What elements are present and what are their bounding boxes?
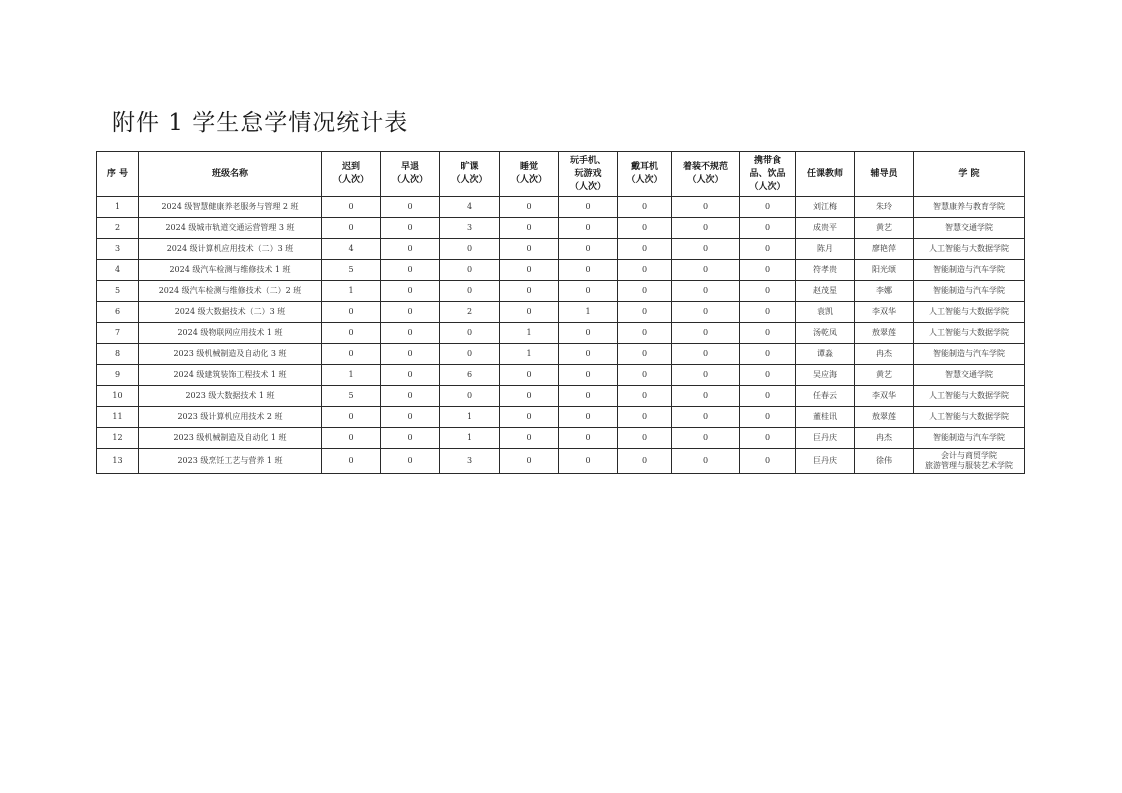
cell-leave-early: 0	[381, 218, 440, 239]
cell-earphones: 0	[618, 386, 672, 407]
cell-phone-games: 0	[559, 260, 618, 281]
cell-sleeping: 1	[500, 323, 559, 344]
cell-class-name: 2024 级智慧健康养老服务与管理 2 班	[139, 197, 322, 218]
header-truancy-line: （人次）	[451, 175, 488, 185]
cell-college: 智能制造与汽车学院	[914, 344, 1025, 365]
cell-late: 0	[322, 197, 381, 218]
cell-earphones: 0	[618, 302, 672, 323]
cell-food-drink: 0	[740, 197, 796, 218]
header-index	[97, 152, 139, 197]
header-dress-code-line: （人次）	[687, 175, 724, 185]
cell-truancy: 2	[440, 302, 500, 323]
cell-earphones: 0	[618, 239, 672, 260]
cell-truancy: 0	[440, 386, 500, 407]
cell-late: 5	[322, 260, 381, 281]
cell-teacher: 赵茂星	[796, 281, 855, 302]
cell-leave-early: 0	[381, 365, 440, 386]
cell-leave-early: 0	[381, 323, 440, 344]
cell-truancy: 0	[440, 323, 500, 344]
cell-truancy: 4	[440, 197, 500, 218]
cell-truancy: 3	[440, 218, 500, 239]
cell-phone-games: 0	[559, 197, 618, 218]
table-row	[97, 323, 1025, 344]
cell-class-name: 2023 级机械制造及自动化 1 班	[139, 428, 322, 449]
cell-dress-code: 0	[672, 365, 740, 386]
cell-earphones: 0	[618, 323, 672, 344]
header-truancy	[440, 152, 500, 197]
cell-late: 0	[322, 323, 381, 344]
header-late-line: 迟到	[341, 162, 360, 172]
cell-phone-games: 0	[559, 407, 618, 428]
cell-earphones: 0	[618, 428, 672, 449]
cell-college: 人工智能与大数据学院	[914, 386, 1025, 407]
table-row	[97, 386, 1025, 407]
header-phone-games-line: 玩游戏	[574, 168, 602, 179]
cell-sleeping: 0	[500, 386, 559, 407]
cell-phone-games: 0	[559, 386, 618, 407]
cell-phone-games: 0	[559, 323, 618, 344]
cell-food-drink: 0	[740, 449, 796, 474]
header-teacher	[796, 152, 855, 197]
cell-teacher: 袁凯	[796, 302, 855, 323]
cell-index: 9	[97, 365, 139, 386]
cell-late: 0	[322, 449, 381, 474]
cell-index: 6	[97, 302, 139, 323]
cell-class-name: 2023 级大数据技术 1 班	[139, 386, 322, 407]
cell-sleeping: 0	[500, 428, 559, 449]
header-sleeping-line: （人次）	[510, 175, 547, 185]
cell-late: 4	[322, 239, 381, 260]
table-body	[97, 197, 1025, 474]
cell-phone-games: 0	[559, 365, 618, 386]
cell-class-name: 2024 级大数据技术（二）3 班	[139, 302, 322, 323]
cell-teacher: 陈月	[796, 239, 855, 260]
cell-leave-early: 0	[381, 302, 440, 323]
cell-leave-early: 0	[381, 197, 440, 218]
cell-index: 12	[97, 428, 139, 449]
cell-index: 5	[97, 281, 139, 302]
cell-counselor: 敖翠莲	[855, 407, 914, 428]
cell-sleeping: 0	[500, 365, 559, 386]
header-phone-games-line: 玩手机、	[569, 155, 606, 166]
cell-food-drink: 0	[740, 407, 796, 428]
cell-leave-early: 0	[381, 281, 440, 302]
cell-leave-early: 0	[381, 386, 440, 407]
header-teacher-line: 任课教师	[806, 168, 843, 179]
cell-food-drink: 0	[740, 428, 796, 449]
table-row	[97, 407, 1025, 428]
cell-sleeping: 0	[500, 260, 559, 281]
table-row	[97, 218, 1025, 239]
cell-class-name: 2023 级计算机应用技术 2 班	[139, 407, 322, 428]
cell-class-name: 2023 级机械制造及自动化 3 班	[139, 344, 322, 365]
cell-earphones: 0	[618, 344, 672, 365]
cell-dress-code: 0	[672, 239, 740, 260]
cell-truancy: 3	[440, 449, 500, 474]
cell-index: 10	[97, 386, 139, 407]
cell-earphones: 0	[618, 281, 672, 302]
cell-sleeping: 0	[500, 449, 559, 474]
cell-food-drink: 0	[740, 281, 796, 302]
cell-index: 7	[97, 323, 139, 344]
cell-food-drink: 0	[740, 218, 796, 239]
cell-class-name: 2024 级城市轨道交通运营管理 3 班	[139, 218, 322, 239]
cell-index: 13	[97, 449, 139, 474]
cell-teacher: 吴应海	[796, 365, 855, 386]
document-title: 附件 1 学生怠学情况统计表	[112, 110, 409, 136]
cell-leave-early: 0	[381, 239, 440, 260]
cell-earphones: 0	[618, 218, 672, 239]
header-college-line: 学 院	[958, 168, 980, 179]
cell-class-name: 2023 级烹饪工艺与营养 1 班	[139, 449, 322, 474]
header-counselor-line: 辅导员	[870, 168, 898, 179]
cell-college: 智能制造与汽车学院	[914, 428, 1025, 449]
cell-counselor: 敖翠莲	[855, 323, 914, 344]
header-class-name	[139, 152, 322, 197]
cell-counselor: 徐伟	[855, 449, 914, 474]
cell-earphones: 0	[618, 260, 672, 281]
cell-teacher: 巨丹庆	[796, 428, 855, 449]
cell-sleeping: 0	[500, 281, 559, 302]
cell-college: 人工智能与大数据学院	[914, 239, 1025, 260]
cell-dress-code: 0	[672, 407, 740, 428]
cell-phone-games: 0	[559, 344, 618, 365]
cell-phone-games: 0	[559, 428, 618, 449]
cell-counselor: 冉杰	[855, 344, 914, 365]
cell-teacher: 任春云	[796, 386, 855, 407]
cell-dress-code: 0	[672, 428, 740, 449]
cell-dress-code: 0	[672, 449, 740, 474]
cell-late: 0	[322, 344, 381, 365]
header-index-line: 序 号	[106, 168, 129, 179]
cell-index: 4	[97, 260, 139, 281]
cell-truancy: 0	[440, 260, 500, 281]
header-class-name-line: 班级名称	[211, 168, 248, 179]
header-college	[914, 152, 1025, 197]
cell-dress-code: 0	[672, 302, 740, 323]
cell-college: 智慧康养与教育学院	[914, 197, 1025, 218]
cell-teacher: 符孝贵	[796, 260, 855, 281]
cell-earphones: 0	[618, 407, 672, 428]
header-leave-early	[381, 152, 440, 197]
cell-dress-code: 0	[672, 281, 740, 302]
header-food-drink-line: 携带食	[753, 155, 781, 166]
header-phone-games	[559, 152, 618, 197]
cell-dress-code: 0	[672, 260, 740, 281]
cell-sleeping: 0	[500, 407, 559, 428]
cell-leave-early: 0	[381, 344, 440, 365]
cell-food-drink: 0	[740, 365, 796, 386]
header-phone-games-line: （人次）	[569, 181, 606, 192]
table-row	[97, 344, 1025, 365]
cell-phone-games: 1	[559, 302, 618, 323]
cell-earphones: 0	[618, 365, 672, 386]
cell-dress-code: 0	[672, 323, 740, 344]
cell-index: 8	[97, 344, 139, 365]
cell-late: 5	[322, 386, 381, 407]
cell-college: 智能制造与汽车学院	[914, 281, 1025, 302]
cell-late: 0	[322, 428, 381, 449]
cell-college: 人工智能与大数据学院	[914, 323, 1025, 344]
cell-counselor: 李双华	[855, 302, 914, 323]
cell-counselor: 李娜	[855, 281, 914, 302]
cell-phone-games: 0	[559, 239, 618, 260]
cell-index: 11	[97, 407, 139, 428]
cell-dress-code: 0	[672, 344, 740, 365]
table-row	[97, 449, 1025, 474]
cell-late: 1	[322, 281, 381, 302]
cell-leave-early: 0	[381, 407, 440, 428]
table-row	[97, 239, 1025, 260]
cell-class-name: 2024 级建筑装饰工程技术 1 班	[139, 365, 322, 386]
cell-dress-code: 0	[672, 386, 740, 407]
cell-food-drink: 0	[740, 323, 796, 344]
header-food-drink-line: 品、饮品	[749, 168, 786, 179]
cell-index: 2	[97, 218, 139, 239]
cell-counselor: 阳光颂	[855, 260, 914, 281]
cell-earphones: 0	[618, 197, 672, 218]
header-dress-code	[672, 152, 740, 197]
header-food-drink	[740, 152, 796, 197]
cell-counselor: 廖艳萍	[855, 239, 914, 260]
cell-earphones: 0	[618, 449, 672, 474]
cell-phone-games: 0	[559, 218, 618, 239]
cell-sleeping: 0	[500, 197, 559, 218]
cell-leave-early: 0	[381, 428, 440, 449]
table-row	[97, 428, 1025, 449]
absence-statistics-table	[96, 151, 1025, 474]
cell-class-name: 2024 级汽车检测与维修技术 1 班	[139, 260, 322, 281]
cell-teacher: 谭淼	[796, 344, 855, 365]
cell-food-drink: 0	[740, 302, 796, 323]
header-sleeping-line: 睡觉	[519, 162, 538, 172]
cell-college: 会计与商贸学院 旅游管理与服装艺术学院	[914, 449, 1025, 474]
cell-truancy: 1	[440, 428, 500, 449]
cell-counselor: 黄艺	[855, 218, 914, 239]
cell-index: 1	[97, 197, 139, 218]
cell-college: 智能制造与汽车学院	[914, 260, 1025, 281]
cell-phone-games: 0	[559, 449, 618, 474]
header-sleeping	[500, 152, 559, 197]
header-food-drink-line: （人次）	[749, 181, 786, 192]
header-truancy-line: 旷课	[460, 162, 479, 172]
cell-index: 3	[97, 239, 139, 260]
cell-college: 人工智能与大数据学院	[914, 302, 1025, 323]
table-row	[97, 281, 1025, 302]
cell-college: 智慧交通学院	[914, 365, 1025, 386]
cell-dress-code: 0	[672, 197, 740, 218]
cell-leave-early: 0	[381, 260, 440, 281]
cell-truancy: 1	[440, 407, 500, 428]
cell-sleeping: 0	[500, 218, 559, 239]
cell-sleeping: 0	[500, 239, 559, 260]
cell-counselor: 冉杰	[855, 428, 914, 449]
cell-class-name: 2024 级汽车检测与维修技术（二）2 班	[139, 281, 322, 302]
cell-teacher: 董桂讯	[796, 407, 855, 428]
cell-dress-code: 0	[672, 218, 740, 239]
cell-food-drink: 0	[740, 386, 796, 407]
cell-food-drink: 0	[740, 239, 796, 260]
header-late	[322, 152, 381, 197]
cell-teacher: 巨丹庆	[796, 449, 855, 474]
cell-sleeping: 0	[500, 302, 559, 323]
cell-phone-games: 0	[559, 281, 618, 302]
cell-counselor: 李双华	[855, 386, 914, 407]
cell-food-drink: 0	[740, 260, 796, 281]
cell-class-name: 2024 级计算机应用技术（二）3 班	[139, 239, 322, 260]
header-dress-code-line: 着装不规范	[682, 162, 728, 172]
table-row	[97, 260, 1025, 281]
cell-college: 人工智能与大数据学院	[914, 407, 1025, 428]
cell-counselor: 黄艺	[855, 365, 914, 386]
cell-college: 智慧交通学院	[914, 218, 1025, 239]
cell-teacher: 汤乾凤	[796, 323, 855, 344]
header-counselor	[855, 152, 914, 197]
table-row	[97, 197, 1025, 218]
cell-late: 0	[322, 407, 381, 428]
cell-sleeping: 1	[500, 344, 559, 365]
table-row	[97, 365, 1025, 386]
cell-leave-early: 0	[381, 449, 440, 474]
cell-teacher: 成贵平	[796, 218, 855, 239]
cell-truancy: 0	[440, 281, 500, 302]
cell-truancy: 6	[440, 365, 500, 386]
cell-teacher: 刘江梅	[796, 197, 855, 218]
table-row	[97, 302, 1025, 323]
header-earphones-line: 戴耳机	[630, 162, 658, 172]
cell-late: 0	[322, 218, 381, 239]
cell-truancy: 0	[440, 344, 500, 365]
cell-counselor: 朱玲	[855, 197, 914, 218]
cell-late: 0	[322, 302, 381, 323]
header-late-line: （人次）	[332, 175, 369, 185]
cell-food-drink: 0	[740, 344, 796, 365]
header-leave-early-line: （人次）	[391, 175, 428, 185]
table-header-row	[97, 152, 1025, 197]
cell-late: 1	[322, 365, 381, 386]
header-leave-early-line: 早退	[400, 162, 419, 172]
cell-class-name: 2024 级物联网应用技术 1 班	[139, 323, 322, 344]
header-earphones-line: （人次）	[626, 175, 663, 185]
header-earphones	[618, 152, 672, 197]
cell-truancy: 0	[440, 239, 500, 260]
